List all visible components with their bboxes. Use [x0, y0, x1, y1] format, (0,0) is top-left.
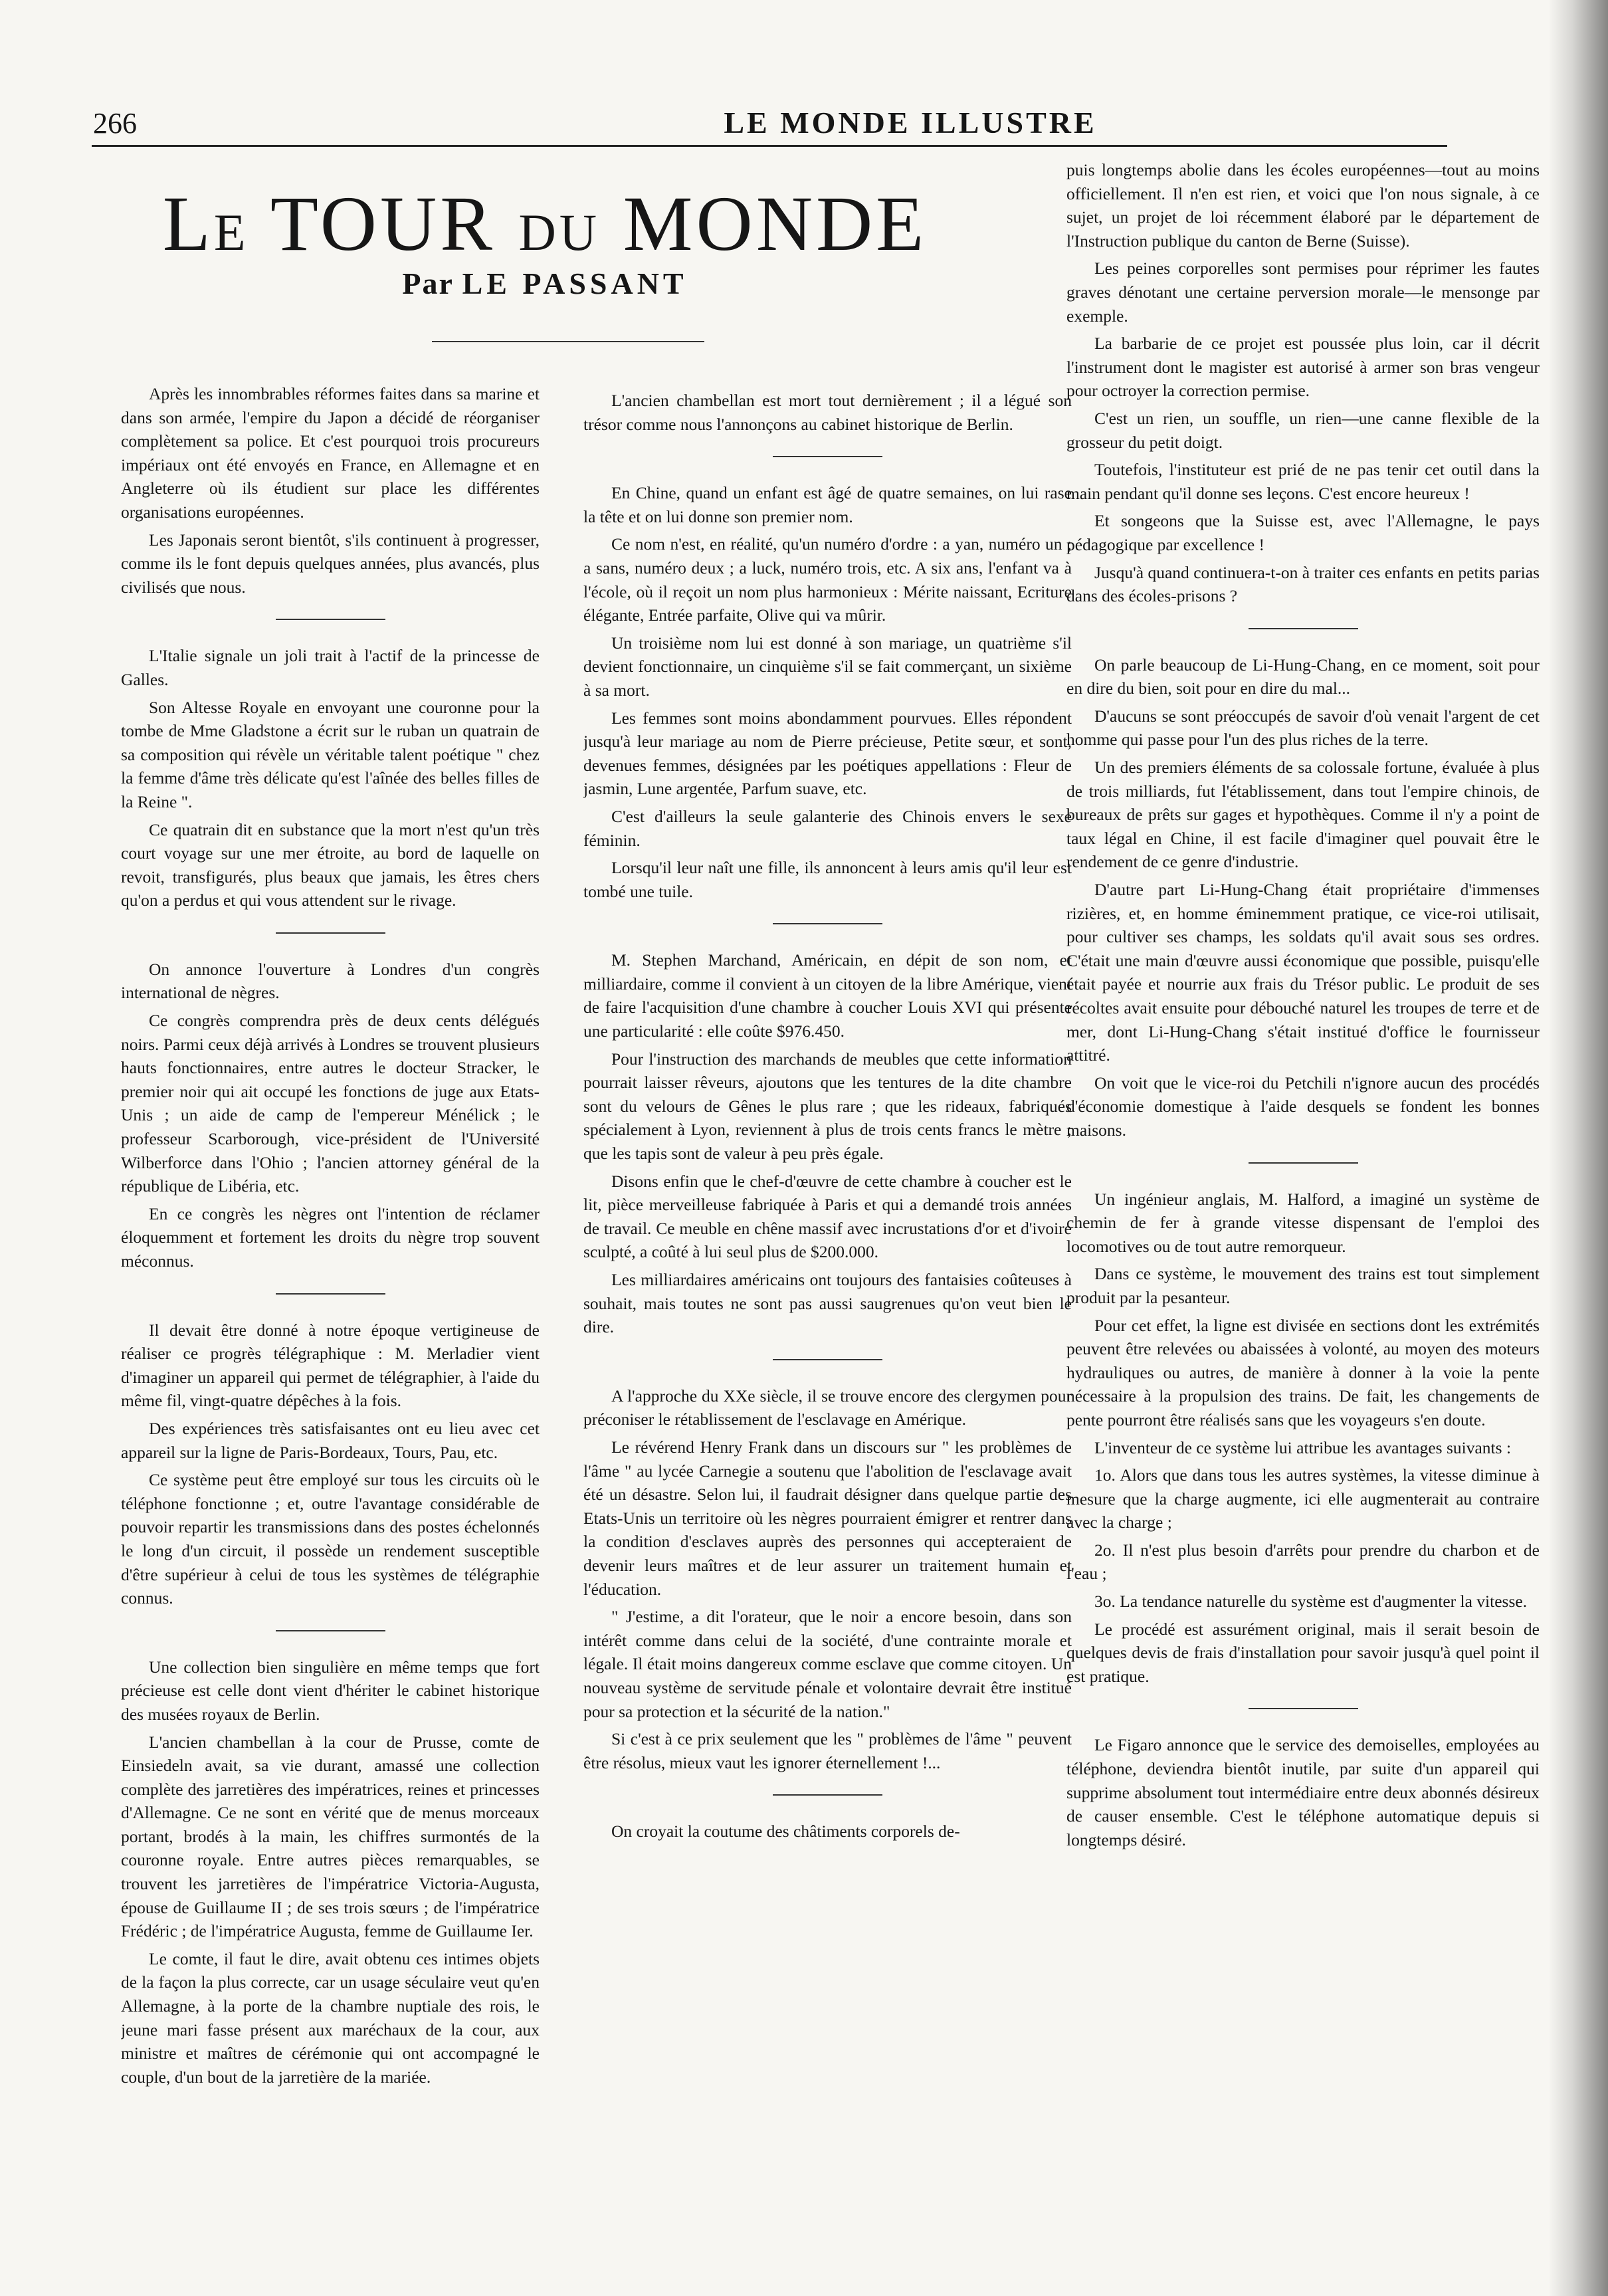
- section-separator: [276, 619, 385, 620]
- title-du: DU: [518, 203, 601, 261]
- byline-prefix: Par: [402, 266, 454, 300]
- paragraph: Pour l'instruction des marchands de meubles que cette information pourrait laisser rêveurs, ajoutons que les tentures de la dite chambre sont du velours de Gênes le plus rare ; que les rideaux, fabriqués spécialement à Lyon, reviennent à plus de trois cents francs le mètre ; que les tapis sont de valeur à peu près égale.: [583, 1049, 1072, 1164]
- paragraph: Et songeons que la Suisse est, avec l'Allemagne, le pays pédagogique par excellence !: [1066, 511, 1540, 554]
- paragraph: Les peines corporelles sont permises pour réprimer les fautes graves dénotant une certaine perversion morale—le mensonge par exemple.: [1066, 259, 1540, 326]
- section-separator: [1249, 1708, 1358, 1709]
- column-spacer: [583, 382, 1072, 389]
- paragraph: 3o. La tendance naturelle du système est d'augmenter la vitesse.: [1094, 1592, 1528, 1612]
- section-separator: [1249, 1162, 1358, 1164]
- paragraph: Il devait être donné à notre époque vertigineuse de réaliser ce progrès télégraphique : M. Merladier vient d'imaginer un appareil qui permet de télégraphier, à l'aide du même fil, vingt-quatre dépêches à la fois.: [121, 1320, 540, 1411]
- paragraph: Pour cet effet, la ligne est divisée en sections dont les extrémités peuvent être relevées ou abaissées à volonté, au moyen des moteurs hydrauliques ou autres, de manière à donner à la voie la pente nécessaire à la propulsion des trains. De fait, les changements de pente pourront être réalisés sans que les voyageurs s'en doute.: [1066, 1315, 1540, 1429]
- column-2: [583, 382, 1072, 2203]
- paragraph: Le Figaro annonce que le service des demoiselles, employées au téléphone, deviendra bientôt inutile, par suite d'un appareil qui supprime absolument tout intermédiaire entre deux abonnés désireux de causer ensemble. C'est le téléphone automatique depuis si longtemps désiré.: [1066, 1735, 1540, 1849]
- paragraph: 1o. Alors que dans tous les autres systèmes, la vitesse diminue à mesure que la charge augmente, ici elle augmenterait au contraire avec la charge ;: [1066, 1465, 1540, 1532]
- title-tour: TOUR: [270, 180, 496, 267]
- paragraph: Dans ce système, le mouvement des trains est tout simplement produit par la pesanteur.: [1066, 1264, 1540, 1307]
- section-separator: [276, 1630, 385, 1631]
- paragraph: L'inventeur de ce système lui attribue les avantages suivants :: [1094, 1437, 1512, 1457]
- section-separator: [773, 1794, 882, 1796]
- masthead: LE MONDE ILLUSTRE: [724, 106, 1097, 140]
- page-number: 266: [93, 107, 137, 140]
- paragraph: Ce congrès comprendra près de deux cents délégués noirs. Parmi ceux déjà arrivés à Londres se trouvent plusieurs hauts fonctionnaires, entre autres le docteur Stracker, le premier noir qui ait occupé les fonctions de juge aux Etats-Unis ; un aide de camp de l'empereur Ménélick ; le professeur Scarborough, vice-président de l'Université Wilberforce dans l'Ohio ; l'ancien attorney général de la république de Libéria, etc.: [121, 1011, 540, 1196]
- byline-author: LE PASSANT: [462, 266, 688, 300]
- paragraph: On annonce l'ouverture à Londres d'un congrès international de nègres.: [121, 959, 540, 1003]
- paragraph: Toutefois, l'instituteur est prié de ne pas tenir cet outil dans la main pendant qu'il donne ses leçons. C'est encore heureux !: [1066, 460, 1540, 503]
- paragraph: M. Stephen Marchand, Américain, en dépit de son nom, et milliardaire, comme il convient à un citoyen de la libre Amérique, vient de faire l'acquisition d'une chambre à coucher Louis XVI qui présente une particularité : elle coûte $976.450.: [583, 950, 1072, 1041]
- paragraph: puis longtemps abolie dans les écoles européennes—tout au moins officiellement. Il n'en est rien, et voici que l'on nous signale, à ce sujet, un projet de loi récemment élaboré par le département de l'Instruction publique du canton de Berne (Suisse).: [1066, 160, 1540, 251]
- paragraph: Une collection bien singulière en même temps que fort précieuse est celle dont vient d'hériter le cabinet historique des musées royaux de Berlin.: [121, 1657, 540, 1724]
- paragraph: Lorsqu'il leur naît une fille, ils annoncent à leurs amis qu'il leur est tombé une tuile.: [583, 858, 1072, 901]
- title-monde: MONDE: [623, 180, 928, 267]
- section-separator: [1249, 628, 1358, 629]
- column-3: [1066, 158, 1540, 2205]
- paragraph: Le révérend Henry Frank dans un discours sur " les problèmes de l'âme " au lycée Carnegie a soutenu que l'abolition de l'esclavage avait été un désastre. Selon lui, il faudrait désigner dans quelque partie des Etats-Unis un territoire où les nègres pourraient émigrer et rentrer dans la condition d'esclaves auprès des personnes qui accepteraient de devenir leurs maîtres et de leur assurer un traitement humain et l'éducation.: [583, 1437, 1072, 1599]
- scan-edge-shadow: [1548, 0, 1608, 2296]
- paragraph: C'est d'ailleurs la seule galanterie des Chinois envers le sexe féminin.: [583, 806, 1072, 850]
- paragraph: Les Japonais seront bientôt, s'ils continuent à progresser, comme ils le font depuis quelques années, plus avancés, plus civilisés que nous.: [121, 530, 540, 597]
- section-separator: [773, 1359, 882, 1360]
- paragraph: Le procédé est assurément original, mais il serait besoin de quelques devis de frais d'installation pour savoir jusqu'à quel point il est pratique.: [1066, 1619, 1540, 1686]
- paragraph: En Chine, quand un enfant est âgé de quatre semaines, on lui rase la tête et on lui donne son premier nom.: [583, 483, 1072, 526]
- paragraph: Un ingénieur anglais, M. Halford, a imaginé un système de chemin de fer à grande vitesse dispensant de l'emploi des locomotives ou de tout autre remorqueur.: [1066, 1189, 1540, 1256]
- section-separator: [276, 1293, 385, 1295]
- paragraph: Ce nom n'est, en réalité, qu'un numéro d'ordre : a yan, numéro un ; a sans, numéro deux ; a luck, numéro trois, etc. A six ans, l'enfant va à l'école, où il reçoit un nom plus harmonieux : Mérite naissant, Ecriture élégante, Entrée parfaite, Olive qui va mûrir.: [583, 534, 1072, 625]
- paragraph: 2o. Il n'est plus besoin d'arrêts pour prendre du charbon et de l'eau ;: [1066, 1540, 1540, 1584]
- paragraph: On croyait la coutume des châtiments corporels de-: [611, 1822, 960, 1841]
- paragraph: Un troisième nom lui est donné à son mariage, un quatrième s'il devient fonctionnaire, un cinquième s'il se fait commerçant, un sixième à sa mort.: [583, 633, 1072, 700]
- column-1: [121, 382, 540, 2203]
- byline: [120, 266, 970, 301]
- paragraph: Les milliardaires américains ont toujours des fantaisies coûteuses à souhait, mais toutes ne sont pas aussi saugrenues qu'on veut bien le dire.: [583, 1270, 1072, 1337]
- paragraph: L'ancien chambellan est mort tout dernièrement ; il a légué son trésor comme nous l'annonçons au cabinet historique de Berlin.: [583, 391, 1072, 434]
- paragraph: Un des premiers éléments de sa colossale fortune, évaluée à plus de trois milliards, fut l'établissement, dans tout l'empire chinois, de bureaux de prêts sur gages et hypothèques. Comme il n'y a point de taux légal en Chine, il est facile d'imaginer quel pouvait être le rendement de ce genre d'industrie.: [1066, 758, 1540, 872]
- paragraph: Si c'est à ce prix seulement que les " problèmes de l'âme " peuvent être résolus, mieux vaut les ignorer éternellement !...: [583, 1729, 1072, 1772]
- paragraph: Disons enfin que le chef-d'œuvre de cette chambre à coucher est le lit, pièce merveilleuse fabriquée à Paris et qui a demandé trois années de travail. Ce meuble en chêne massif avec incrustations d'or et d'ivoire sculpté, a coûté à lui seul plus de $200.000.: [583, 1171, 1072, 1262]
- paragraph: D'autre part Li-Hung-Chang était propriétaire d'immenses rizières, et, en homme éminemment pratique, ce vice-roi utilisait, pour cultiver ses champs, les soldats qu'il avait sous ses ordres. C'était une main d'œuvre aussi économique que possible, puisqu'elle était payée et nourrie aux frais du Trésor public. Le produit de ses récoltes avait ensuite pour débouché naturel les troupes de terre et de mer, dont Li-Hung-Chang s'était institué d'office le fournisseur attitré.: [1066, 880, 1540, 1065]
- paragraph: Des expériences très satisfaisantes ont eu lieu avec cet appareil sur la ligne de Paris-Bordeaux, Tours, Pau, etc.: [121, 1418, 540, 1462]
- paragraph: A l'approche du XXe siècle, il se trouve encore des clergymen pour préconiser le rétablissement de l'esclavage en Amérique.: [583, 1386, 1072, 1429]
- title-initial: L: [162, 180, 214, 267]
- paragraph: En ce congrès les nègres ont l'intention de réclamer éloquemment et fortement les droits du nègre trop souvent méconnus.: [121, 1203, 540, 1271]
- paragraph: Ce système peut être employé sur tous les circuits où le téléphone fonctionne ; et, outre l'avantage considérable de pouvoir repartir les transmissions dans des postes échelonnés le long d'un circuit, il possède un rendement susceptible d'être supérieur à celui de tous les systèmes de télégraphie connus.: [121, 1470, 540, 1608]
- paragraph: Le comte, il faut le dire, avait obtenu ces intimes objets de la façon la plus correcte, car un usage séculaire veut qu'en Allemagne, à la porte de la chambre nuptiale des rois, le jeune mari fasse présent aux maréchaux de la cour, aux ministre et maîtres de cérémonie qui ont accompagné le couple, d'un bout de la jarretière de la mariée.: [121, 1948, 540, 2087]
- paragraph: On voit que le vice-roi du Petchili n'ignore aucun des procédés d'économie domestique à l'aide desquels se fondent les bonnes maisons.: [1066, 1073, 1540, 1140]
- paragraph: L'Italie signale un joli trait à l'actif de la princesse de Galles.: [121, 646, 540, 689]
- section-separator: [773, 923, 882, 924]
- paragraph: La barbarie de ce projet est poussée plus loin, car il décrit l'instrument dont le magister est autorisé à armer son bras vengeur pour octroyer la correction permise.: [1066, 334, 1540, 401]
- paragraph: L'ancien chambellan à la cour de Prusse, comte de Einsiedeln avait, sa vie durant, amassé une collection complète des jarretières des impératrices, reines et princesses d'Allemagne. Ce ne sont en vérité que de menus morceaux portant, brodés à la main, les chiffres surmontés de la couronne royale. Entre autres pièces remarquables, se trouvent les jarretières de l'impératrice Victoria-Augusta, épouse de Guillaume II ; de ses trois sœurs ; de l'impératrice Frédéric ; de l'impératrice Augusta, femme de Guillaume Ier.: [121, 1732, 540, 1941]
- paragraph: On parle beaucoup de Li-Hung-Chang, en ce moment, soit pour en dire du bien, soit pour en dire du mal...: [1066, 655, 1540, 698]
- paragraph: D'aucuns se sont préoccupés de savoir d'où venait l'argent de cet homme qui passe pour l'un des plus riches de la terre.: [1066, 706, 1540, 750]
- paragraph: " J'estime, a dit l'orateur, que le noir a encore besoin, dans son intérêt comme dans celui de la société, d'une contrainte morale et légale. Il était moins dangereux comme esclave que comme citoyen. Un nouveau système de servitude pénale et volontaire devrait être institué pour sa protection et la sécurité de la nation.": [583, 1607, 1072, 1721]
- paragraph: Son Altesse Royale en envoyant une couronne pour la tombe de Mme Gladstone a écrit sur le ruban un quatrain de sa composition qui révèle un véritable talent poétique " chez la femme d'âme très délicate qu'est l'aînée des belles filles de la Reine ".: [121, 697, 540, 811]
- paragraph: C'est un rien, un souffle, un rien—une canne flexible de la grosseur du petit doigt.: [1066, 408, 1540, 452]
- title-rule: [432, 341, 704, 342]
- title-e: E: [213, 203, 249, 261]
- paragraph: Les femmes sont moins abondamment pourvues. Elles répondent jusqu'à leur mariage au nom de Pierre précieuse, Petite sœur, et sont, devenues femmes, désignées par les poétiques appellations : Fleur de jasmin, Lune argentée, Parfum suave, etc.: [583, 708, 1072, 799]
- article-title: [120, 180, 970, 267]
- paragraph: Après les innombrables réformes faites dans sa marine et dans son armée, l'empire du Japon a décidé de réorganiser complètement sa police. Et c'est pourquoi trois procureurs impériaux ont été envoyés en France, en Allemagne et en Angleterre où ils étudient sur place les différentes organisations européennes.: [121, 384, 540, 522]
- header-rule: [92, 145, 1447, 147]
- paragraph: Jusqu'à quand continuera-t-on à traiter ces enfants en petits parias dans des écoles-prisons ?: [1066, 562, 1540, 606]
- paragraph: Ce quatrain dit en substance que la mort n'est qu'un très court voyage sur une mer étroite, au bord de laquelle on revoit, transfigurés, plus beaux que jamais, les êtres chers qu'on a perdus et qui vous attendent sur le rivage.: [121, 819, 540, 910]
- section-separator: [773, 456, 882, 457]
- section-separator: [276, 932, 385, 934]
